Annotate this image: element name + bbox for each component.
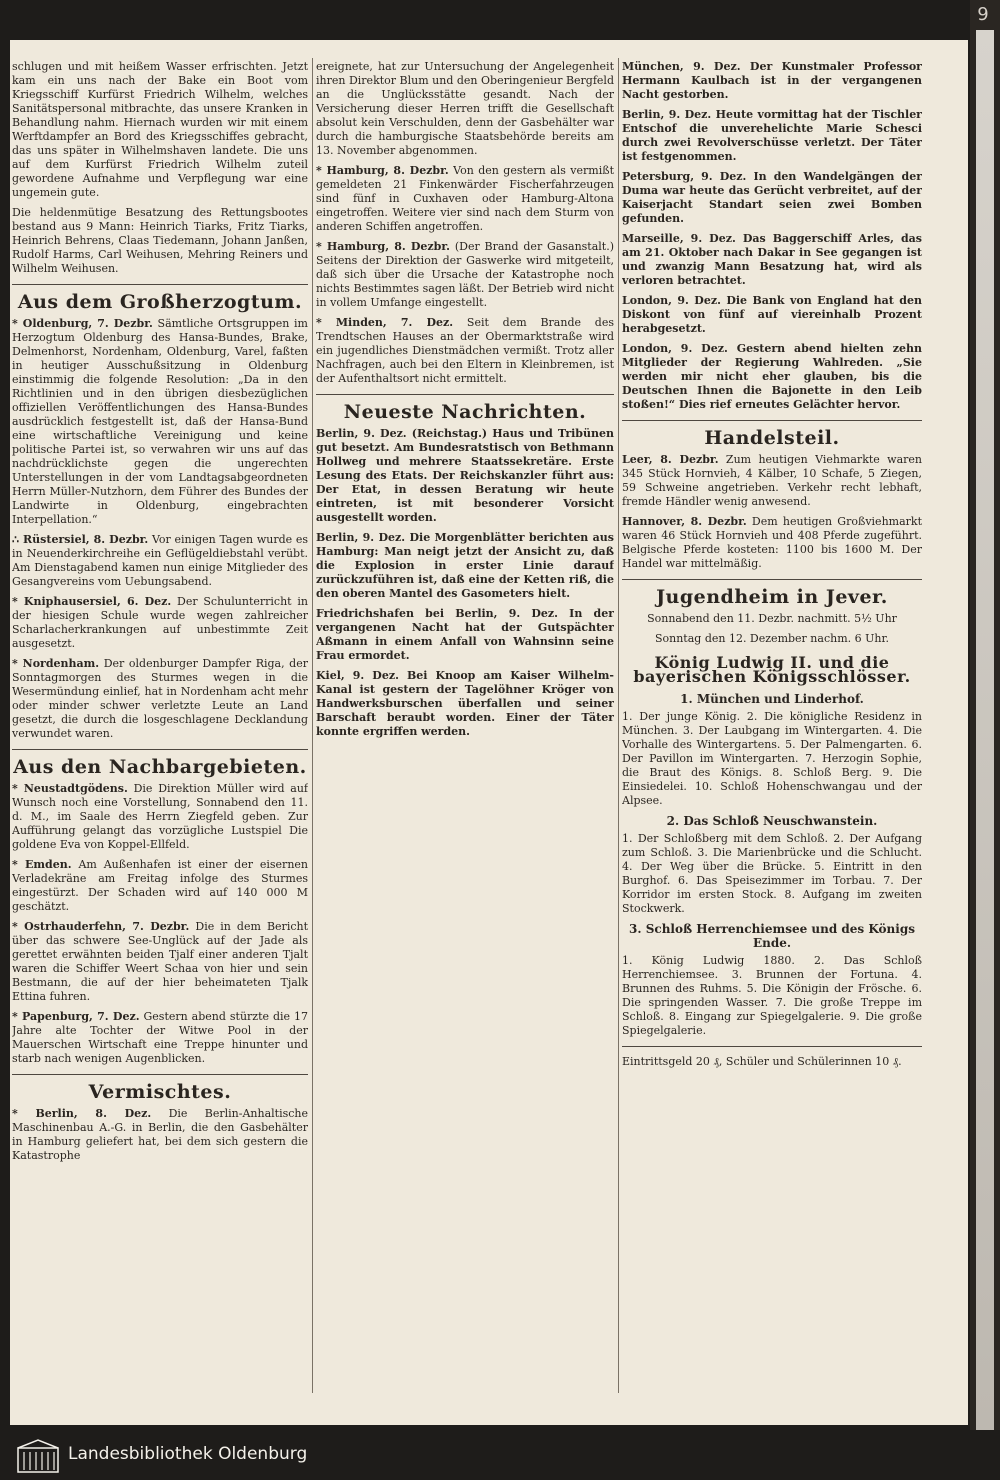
event-date: Sonntag den 12. Dezember nachm. 6 Uhr. bbox=[654, 632, 890, 645]
article: Berlin, 9. Dez. Die Morgenblätter berichten aus Hamburg: Man neigt jetzt der Ansicht zu, daß die Explosion in erster Linie darauf zurückzuführen ist, daß eine der Ketten riß, die den oberen Mantel des Gasometers hielt. bbox=[316, 531, 614, 600]
dateline: London, 9. Dez. bbox=[622, 294, 721, 307]
library-name: Landesbibliothek Oldenburg bbox=[68, 1444, 308, 1464]
article-text: schlugen und mit heißem Wasser erfrischten. Jetzt kam ein uns nach der Bake ein Boot vom Kriegsschiff Kurfürst Friedrich Wilhelm, welches Sanitätspersonal mitbrachte, das unsere Kranken in Behandlung nahm. Hiernach wurden wir mit einem Werftdampfer an Bord des Kriegsschiffes gebracht, das uns später in Wilhelmshaven landete. Die uns auf dem Kurfürst Friedrich Wilhelm zuteil gewordene Aufnahme und Verpflegung war eine ungemein gute. bbox=[12, 60, 308, 199]
article: Petersburg, 9. Dez. In den Wandelgängen der Duma war heute das Gerücht verbreitet, auf der Kaiserjacht Standart seien zwei Bomben gefunden. bbox=[622, 170, 922, 225]
article: Berlin, 9. Dez. Heute vormittag hat der Tischler Entschof die unverehelichte Marie Schesci durch zwei Revolverschüsse verletzt. Der Täter ist festgenommen. bbox=[622, 108, 922, 163]
article-text: ereignete, hat zur Untersuchung der Angelegenheit ihren Direktor Blum und den Oberingenieur Bergfeld an die Unglücksstätte gesandt. Nach der Versicherung dieser Herren trifft die Gesellschaft absolut kein Verschulden, denn der Gasbehälter war durch die hamburgische Staatsbehörde bereits am 13. November abgenommen. bbox=[316, 60, 614, 157]
article: Hannover, 8. Dezbr. Dem heutigen Großviehmarkt waren 46 Stück Hornvieh und 408 Pferde zugeführt. Belgische Pferde kosteten: 1100 bis 1600 M. Der Handel war mittelmäßig. bbox=[622, 515, 922, 570]
section-heading: Vermischtes. bbox=[88, 1081, 232, 1103]
dateline: * Hamburg, 8. Dezbr. bbox=[316, 240, 450, 253]
dateline: * Oldenburg, 7. Dezbr. bbox=[12, 317, 153, 330]
dateline: Leer, 8. Dezbr. bbox=[622, 453, 719, 466]
dateline: * Berlin, 8. Dez. bbox=[12, 1107, 152, 1120]
dateline: Petersburg, 9. Dez. bbox=[622, 170, 747, 183]
dateline: ∴ Rüstersiel, 8. Dezbr. bbox=[12, 533, 149, 546]
article: Friedrichshafen bei Berlin, 9. Dez. In der vergangenen Nacht hat der Gutspächter Aßmann in einem Anfall von Wahnsinn seine Frau ermordet. bbox=[316, 607, 614, 662]
dateline: * Emden. bbox=[12, 858, 72, 871]
admission-fee: Eintrittsgeld 20 ₰, Schüler und Schülerinnen 10 ₰. bbox=[622, 1055, 902, 1068]
list-text: 1. Der junge König. 2. Die königliche Residenz in München. 3. Der Laubgang im Wintergarten. 4. Die Vorhalle des Wintergartens. 5. Der Palmengarten. 6. Der Pavillon im Wintergarten. 7. Herzogin Sophie, die Braut des Königs. 8. Schloß Berg. 9. Die Einsiedelei. 10. Schloß Hohenschwangau und der Alpsee. bbox=[622, 710, 922, 807]
dateline: * Hamburg, 8. Dezbr. bbox=[316, 164, 449, 177]
subsection-heading: 3. Schloß Herrenchiemsee und des Königs Ende. bbox=[629, 922, 915, 950]
section-heading: Neueste Nachrichten. bbox=[343, 401, 587, 423]
article: Kiel, 9. Dez. Bei Knoop am Kaiser Wilhelm-Kanal ist gestern der Tagelöhner Kröger von Handwerksburschen überfallen und seiner Barschaft beraubt worden. Einer der Täter konnte ergriffen werden. bbox=[316, 669, 614, 738]
article: * Minden, 7. Dez. Seit dem Brande des Trendtschen Hauses an der Obermarktstraße wird ein jugendliches Dienstmädchen vermißt. Trotz aller Nachfragen, auch bei den Eltern in Kleinbremen, ist der Aufenthaltsort nicht ermittelt. bbox=[316, 316, 614, 385]
section-heading: Aus den Nachbargebieten. bbox=[13, 756, 307, 778]
dateline: * Kniphausersiel, 6. Dez. bbox=[12, 595, 172, 608]
newspaper-page bbox=[10, 40, 968, 1425]
footer-bar bbox=[0, 1430, 1000, 1480]
article: * Berlin, 8. Dez. Die Berlin-Anhaltische Maschinenbau A.-G. in Berlin, die den Gasbehälter in Hamburg geliefert hat, bei dem sich gestern die Katastrophe bbox=[12, 1107, 308, 1162]
column-2 bbox=[316, 60, 614, 1390]
dateline: * Papenburg, 7. Dez. bbox=[12, 1010, 140, 1023]
dateline: München, 9. Dez. bbox=[622, 60, 741, 73]
library-building-icon bbox=[16, 1438, 60, 1474]
subsection-heading: 2. Das Schloß Neuschwanstein. bbox=[666, 814, 878, 828]
divider bbox=[622, 1046, 922, 1047]
dateline: Marseille, 9. Dez. bbox=[622, 232, 736, 245]
dateline: * Minden, 7. Dez. bbox=[316, 316, 454, 329]
divider bbox=[12, 749, 308, 750]
article: * Neustadtgödens. Die Direktion Müller wird auf Wunsch noch eine Vorstellung, Sonnabend den 11. d. M., im Saale des Herrn Ziegfeld geben. Zur Aufführung gelangt das vorzügliche Lustspiel Die goldene Eva von Koppel-Ellfeld. bbox=[12, 782, 308, 851]
dateline: * Ostrhauderfehn, 7. Dezbr. bbox=[12, 920, 190, 933]
dateline: Berlin, 9. Dez. bbox=[316, 531, 406, 544]
list-text: 1. König Ludwig 1880. 2. Das Schloß Herrenchiemsee. 3. Brunnen der Fortuna. 4. Brunnen des Ruhms. 5. Die Königin der Frösche. 6. Die springenden Wasser. 7. Die große Treppe im Schloß. 8. Eingang zur Spiegelgalerie. 9. Die große Spiegelgalerie. bbox=[622, 954, 922, 1037]
dateline: Hannover, 8. Dezbr. bbox=[622, 515, 747, 528]
divider bbox=[316, 394, 614, 395]
dateline: Berlin, 9. Dez. bbox=[622, 108, 712, 121]
divider bbox=[12, 1074, 308, 1075]
event-date: Sonnabend den 11. Dezbr. nachmitt. 5½ Uhr bbox=[647, 612, 897, 625]
article: ∴ Rüstersiel, 8. Dezbr. Vor einigen Tagen wurde es in Neuenderkirchreihe ein Geflügeldiebstahl verübt. Am Dienstagabend kamen nun einige Mitglieder des Gesangvereins vom Uebungsabend. bbox=[12, 533, 308, 588]
article: Leer, 8. Dezbr. Zum heutigen Viehmarkte waren 345 Stück Hornvieh, 4 Kälber, 10 Schafe, 5 Ziegen, 59 Schweine angetrieben. Verkehr recht lebhaft, fremde Händler wenig anwesend. bbox=[622, 453, 922, 508]
article: München, 9. Dez. Der Kunstmaler Professor Hermann Kaulbach ist in der vergangenen Nacht gestorben. bbox=[622, 60, 922, 101]
dateline: Berlin, 9. Dez. (Reichstag.) bbox=[316, 427, 488, 440]
article: London, 9. Dez. Gestern abend hielten zehn Mitglieder der Regierung Wahlreden. „Sie werden mir nicht eher glauben, bis die Deutschen Ihnen die Bajonette in den Leib stoßen!“ Dies rief erneutes Gelächter hervor. bbox=[622, 342, 922, 411]
article: * Hamburg, 8. Dezbr. (Der Brand der Gasanstalt.) Seitens der Direktion der Gaswerke wird mitgeteilt, daß sich über die Ursache der Katastrophe noch nichts Bestimmtes sagen läßt. Der Betrieb wird nicht in vollem Umfange eingestellt. bbox=[316, 240, 614, 309]
divider bbox=[622, 420, 922, 421]
event-title: König Ludwig II. und die bayerischen Königsschlösser. bbox=[633, 653, 911, 686]
divider bbox=[12, 284, 308, 285]
section-heading: Jugendheim in Jever. bbox=[656, 586, 888, 608]
dateline: Kiel, 9. Dez. bbox=[316, 669, 399, 682]
article: * Nordenham. Der oldenburger Dampfer Riga, der Sonntagmorgen des Sturmes wegen in die Wesermündung einlief, hat in Nordenham acht mehr oder minder schwer verletzte Leute an Land gesetzt, die durch die losgeschlagene Decklandung verwundet waren. bbox=[12, 657, 308, 740]
column-3 bbox=[622, 60, 922, 1390]
dateline: * Neustadtgödens. bbox=[12, 782, 128, 795]
article: * Oldenburg, 7. Dezbr. Sämtliche Ortsgruppen im Herzogtum Oldenburg des Hansa-Bundes, Brake, Delmenhorst, Nordenham, Oldenburg, Varel, faßten in heutiger Ausschußsitzung in Oldenburg einstimmig die folgende Resolution: „Da in den Richtlinien und in den übrigen diesbezüglichen offiziellen Veröffentlichungen des Hansa-Bundes ausdrücklich festgestellt ist, daß der Hansa-Bund eine wirtschaftliche Vereinigung und keine politische Partei ist, so verwahren wir uns auf das nachdrücklichste gegen die ungerechten Unterstellungen in der vom Landtagsabgeordneten Herrn Müller-Nutzhorn, dem Führer des Bundes der Landwirte in Oldenburg, eingebrachten Interpellation.“ bbox=[12, 317, 308, 526]
dateline: London, 9. Dez. bbox=[622, 342, 728, 355]
scan-edge bbox=[970, 0, 1000, 1480]
section-heading: Handelsteil. bbox=[704, 427, 840, 449]
article: * Ostrhauderfehn, 7. Dezbr. Die in dem Bericht über das schwere See-Unglück auf der Jade als gerettet erwähnten beiden Tjalf einer anderen Tjalt waren die Schiffer Weert Schaa von hier und sein Bestmann, die auf der hier beheimateten Tjalk Ettina fuhren. bbox=[12, 920, 308, 1003]
divider bbox=[622, 579, 922, 580]
article: Marseille, 9. Dez. Das Baggerschiff Arles, das am 21. Oktober nach Dakar in See gegangen ist und zwanzig Mann Besatzung hat, wird als verloren betrachtet. bbox=[622, 232, 922, 287]
article: * Kniphausersiel, 6. Dez. Der Schulunterricht in der hiesigen Schule wurde wegen zahlreicher Scharlacherkrankungen auf unbestimmte Zeit ausgesetzt. bbox=[12, 595, 308, 650]
subsection-heading: 1. München und Linderhof. bbox=[680, 692, 864, 706]
column-1 bbox=[12, 60, 308, 1390]
page-number: 9 bbox=[977, 4, 989, 25]
article: * Hamburg, 8. Dezbr. Von den gestern als vermißt gemeldeten 21 Finkenwärder Fischerfahrzeugen sind fünf in Cuxhaven oder Hamburg-Altona eingetroffen. Weitere vier sind nach dem Sturm von anderen Schiffen angetroffen. bbox=[316, 164, 614, 233]
article: * Papenburg, 7. Dez. Gestern abend stürzte die 17 Jahre alte Tochter der Witwe Pool in der Mauerschen Wirtschaft eine Treppe hinunter und starb nach wenigen Augenblicken. bbox=[12, 1010, 308, 1065]
scan-strip bbox=[976, 30, 994, 1430]
article: London, 9. Dez. Die Bank von England hat den Diskont von fünf auf viereinhalb Prozent herabgesetzt. bbox=[622, 294, 922, 335]
list-text: 1. Der Schloßberg mit dem Schloß. 2. Der Aufgang zum Schloß. 3. Die Marienbrücke und die Schlucht. 4. Der Weg über die Brücke. 5. Eintritt in den Burghof. 6. Das Speisezimmer im Torbau. 7. Der Korridor im ersten Stock. 8. Aufgang im zweiten Stockwerk. bbox=[622, 832, 922, 915]
column-rule bbox=[618, 58, 619, 1393]
article: Berlin, 9. Dez. (Reichstag.) Haus und Tribünen gut besetzt. Am Bundesratstisch von Bethmann Hollweg und mehrere Staatssekretäre. Erste Lesung des Etats. Der Reichskanzler führt aus: Der Etat, in dessen Beratung wir heute eintreten, ist mit besonderer Vorsicht ausgestellt worden. bbox=[316, 427, 614, 524]
article-text: Die heldenmütige Besatzung des Rettungsbootes bestand aus 9 Mann: Heinrich Tiarks, Fritz Tiarks, Heinrich Behrens, Claas Tiedemann, Johann Janßen, Rudolf Harms, Carl Weihusen, Mehring Reiners und Wilhelm Weihusen. bbox=[12, 206, 308, 275]
dateline: * Nordenham. bbox=[12, 657, 100, 670]
article: * Emden. Am Außenhafen ist einer der eisernen Verladekräne am Freitag infolge des Sturmes eingestürzt. Der Schaden wird auf 140 000 M geschätzt. bbox=[12, 858, 308, 913]
column-rule bbox=[312, 58, 313, 1393]
section-heading: Aus dem Großherzogtum. bbox=[17, 291, 303, 313]
dateline: Friedrichshafen bei Berlin, 9. Dez. bbox=[316, 607, 558, 620]
